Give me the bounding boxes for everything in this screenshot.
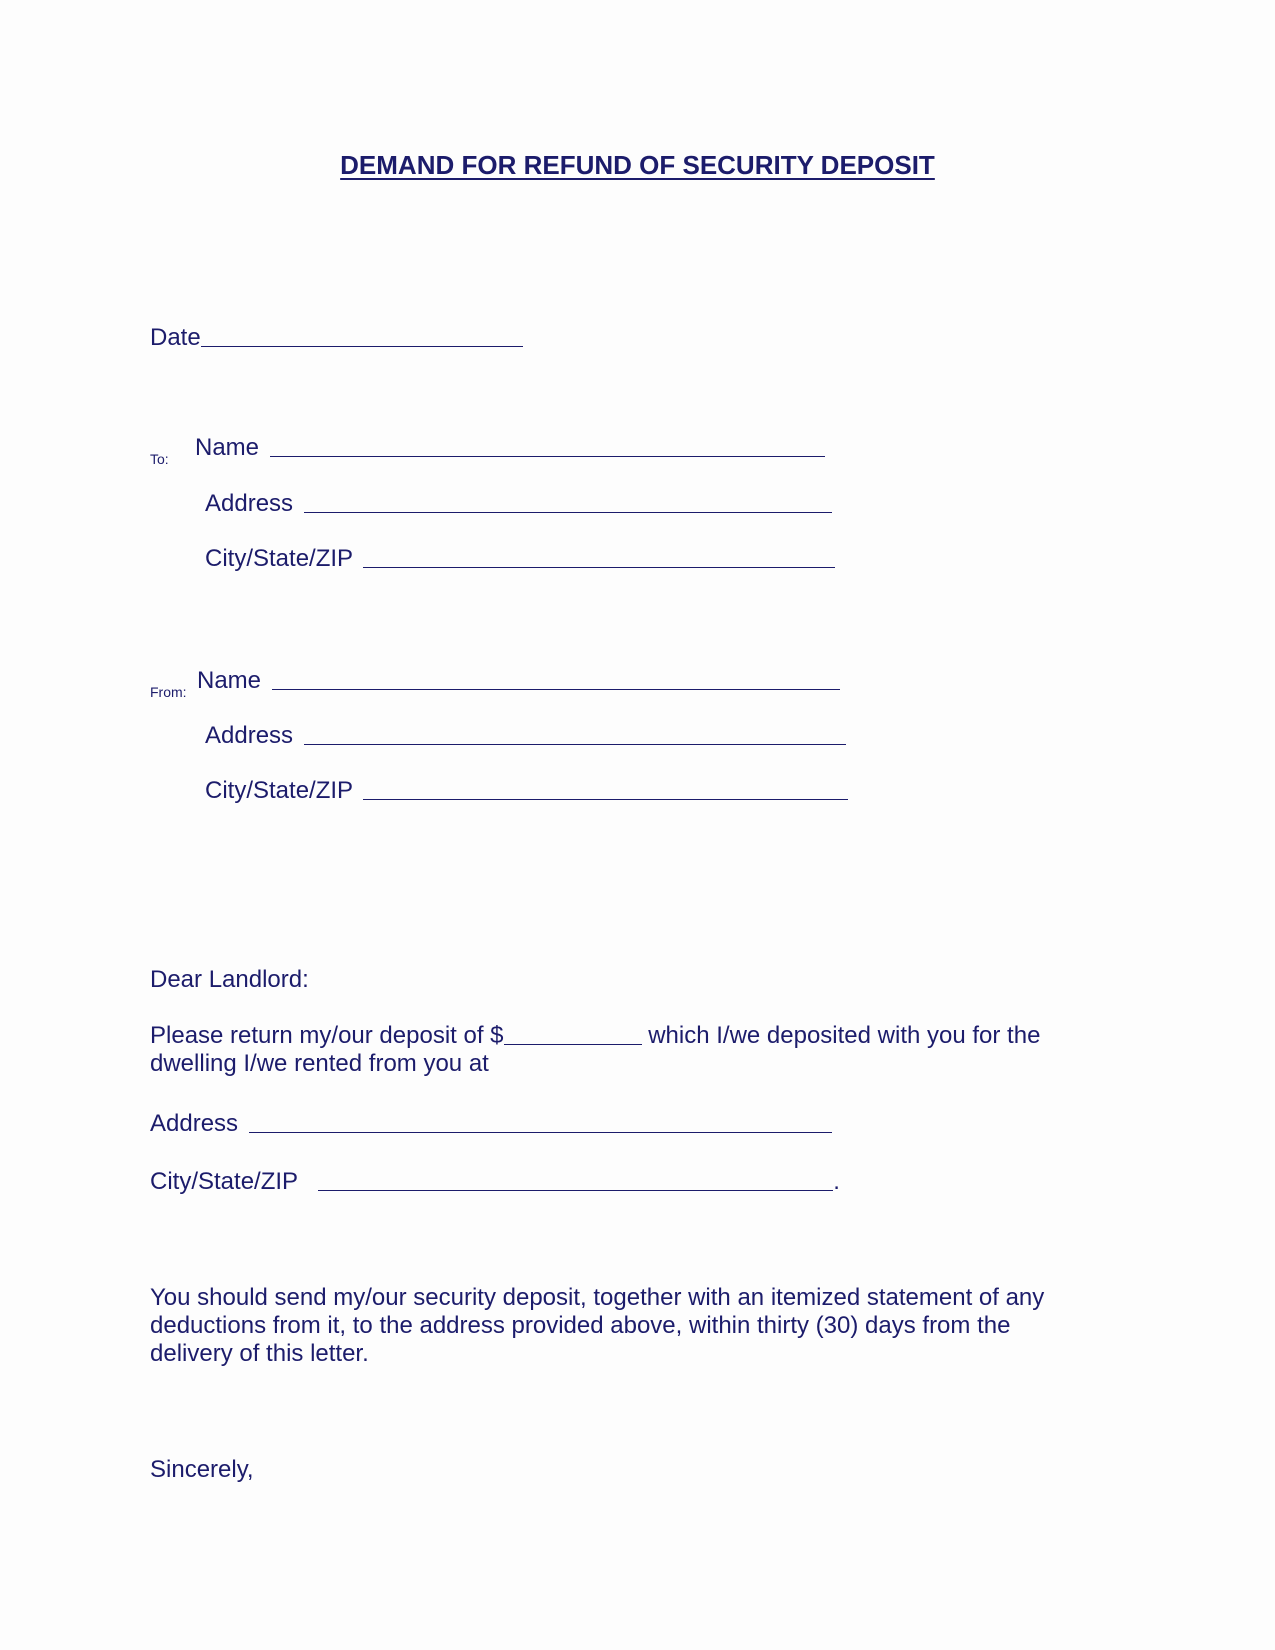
rental-end-punct: . (833, 1168, 840, 1195)
to-address-field[interactable] (304, 490, 832, 513)
from-prefix-row (150, 676, 187, 706)
from-city-label: City/State/ZIP (205, 777, 353, 804)
instruction-line-3: delivery of this letter. (150, 1340, 369, 1367)
from-address-label: Address (205, 722, 294, 749)
to-address-label: Address (205, 490, 294, 517)
salutation: Dear Landlord: (150, 966, 309, 993)
rental-address-field[interactable] (249, 1110, 832, 1133)
deposit-text-after: which I/we deposited with you for the (641, 1022, 1041, 1049)
from-name-field[interactable] (272, 667, 840, 690)
to-address-row (205, 490, 832, 518)
rental-city-label: City/State/ZIP (150, 1168, 298, 1195)
rental-address-row (150, 1110, 832, 1138)
deposit-text-before: Please return my/our deposit of $ (150, 1022, 504, 1049)
date-row (150, 324, 523, 352)
to-city-label: City/State/ZIP (205, 545, 353, 572)
to-city-field[interactable] (363, 545, 835, 568)
from-city-row (205, 777, 848, 805)
from-name-row (197, 667, 840, 695)
rental-city-field[interactable] (318, 1168, 833, 1191)
from-prefix: From: (150, 684, 187, 700)
instruction-line-1: You should send my/our security deposit, together with an itemized statement of any (150, 1284, 1045, 1311)
to-name-field[interactable] (270, 434, 825, 457)
to-name-row-field (195, 434, 825, 462)
page-title: DEMAND FOR REFUND OF SECURITY DEPOSIT (340, 150, 935, 180)
date-field[interactable] (201, 324, 523, 347)
deposit-amount-field[interactable] (504, 1022, 642, 1045)
rental-address-label: Address (150, 1110, 239, 1137)
rental-city-row (150, 1168, 840, 1196)
from-address-row (205, 722, 846, 750)
date-label: Date (150, 324, 201, 351)
from-city-field[interactable] (363, 777, 848, 800)
closing: Sincerely, (150, 1456, 254, 1483)
to-prefix: To: (150, 451, 169, 467)
to-name-row (150, 443, 169, 473)
from-name-label: Name (197, 667, 262, 694)
to-city-row (205, 545, 835, 573)
deposit-line-1 (150, 1022, 1040, 1050)
to-name-label: Name (195, 434, 260, 461)
from-address-field[interactable] (304, 722, 846, 745)
instruction-line-2: deductions from it, to the address provided above, within thirty (30) days from the (150, 1312, 1011, 1339)
deposit-line-2: dwelling I/we rented from you at (150, 1050, 489, 1077)
